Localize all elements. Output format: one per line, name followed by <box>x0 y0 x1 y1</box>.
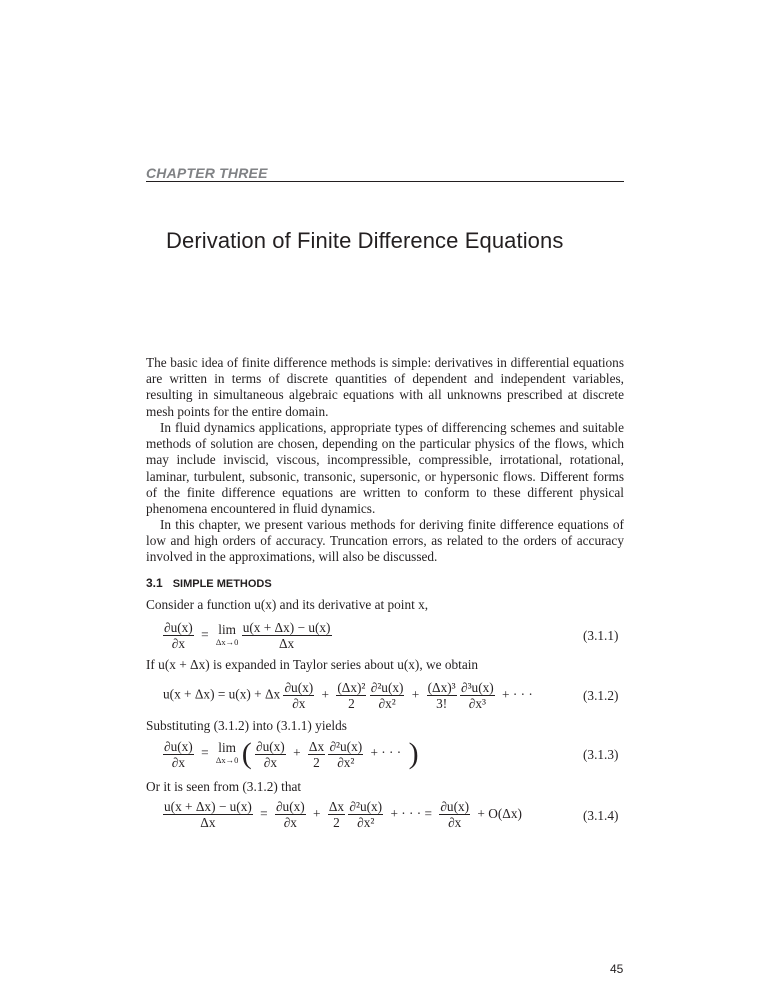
chapter-rule <box>146 181 624 182</box>
chapter-title: Derivation of Finite Difference Equations <box>166 228 564 253</box>
equation-3-1-2: u(x + Δx) = u(x) + Δx $\frac{\partial u(x)}{\partial x}$ + $\frac{\text{(Δx)²}}{2}$ $\frac{\text{∂²u(x)}}{\text{∂x²}}$ + $\frac{\text{(Δx)³}}{3!}$ $\frac{\text{∂³u(x)}}{\text{∂x³}}$ + · · · <box>163 680 533 711</box>
equation-number-3-1-3: (3.1.3) <box>583 747 619 762</box>
page-number: 45 <box>610 962 624 976</box>
equation-3-1-3: $\frac{\partial u(x)}{\partial x}$ = lim Δx→0 ( $\frac{\partial u(x)}{\partial x}$ + $\frac{\Delta x}{2}$ $\frac{\text{∂²u(x)}}{\text{∂x²}}$ + · · · ) <box>164 737 419 770</box>
equation-3-1-1: $\frac{\partial u(x)}{\partial x}$ = lim Δx→0 $\frac{u(x + \Delta x) - u(x)}{\Delta x}$ <box>164 620 331 651</box>
equation-number-3-1-4: (3.1.4) <box>583 808 619 823</box>
chapter-label: CHAPTER THREE <box>146 165 268 181</box>
section-heading <box>146 576 272 590</box>
section-number: 3.1 <box>146 576 163 590</box>
paragraph-2: In fluid dynamics applications, appropriate types of differencing schemes and suitable methods of solution are chosen, depending on the particular physics of the flows, which may include inviscid, viscous, incompressible, compressible, irrotational, rotational, laminar, turbulent, subsonic, transonic, supersonic, or hypersonic flows. Different forms of the finite difference equations are written to conform to these different physical phenomena encountered in fluid dynamics. <box>146 420 624 517</box>
text-or-seen: Or it is seen from (3.1.2) that <box>146 779 302 794</box>
equation-number-3-1-2: (3.1.2) <box>583 688 619 703</box>
equation-3-1-4: $\frac{u(x + \Delta x) - u(x)}{\Delta x}$ = $\frac{\partial u(x)}{\partial x}$ + $\frac{\Delta x}{2}$ $\frac{\text{∂²u(x)}}{\text{∂x²}}$ + · · · = $\frac{\partial u(x)}{\partial x}$ + O(Δx) <box>164 799 522 830</box>
paragraph-1: The basic idea of finite difference methods is simple: derivatives in differential equations are written in terms of discrete quantities of dependent and independent variables, resulting in simultaneous algebraic equations with all unknowns prescribed at discrete mesh points for the entire domain. <box>146 355 624 419</box>
text-consider: Consider a function u(x) and its derivative at point x, <box>146 597 429 612</box>
equation-number-3-1-1: (3.1.1) <box>583 628 619 643</box>
section-title: SIMPLE METHODS <box>172 578 272 590</box>
paragraph-3: In this chapter, we present various methods for deriving finite difference equations of low and high orders of accuracy. Truncation errors, as related to the orders of accuracy involved in the approximations, will also be discussed. <box>146 517 624 565</box>
text-if-expanded: If u(x + Δx) is expanded in Taylor series about u(x), we obtain <box>146 657 479 672</box>
text-substituting: Substituting (3.1.2) into (3.1.1) yields <box>146 718 347 733</box>
